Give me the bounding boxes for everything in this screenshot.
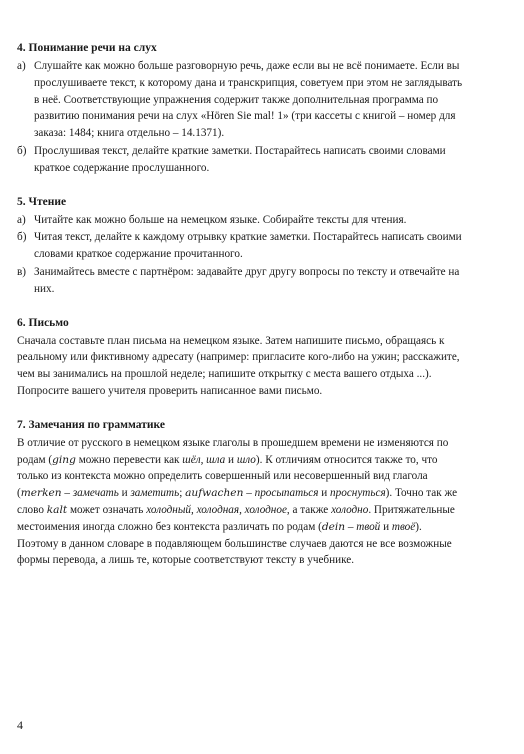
list-item [17,229,464,263]
text-run: В отличие от русского в немецком языке глаголы в прошедшем времени не изменяются по родам ( [17,436,449,466]
list-marker: а) [17,213,26,226]
translation-word: заметить [130,487,180,500]
text-run: и [225,453,237,466]
text-run: можно перевести как [75,453,183,466]
list-item-text: Читайте как можно больше на немецком языке. Собирайте тексты для чтения. [34,213,407,226]
text-run: ). Поэтому в данном словаре в подавляющем большинстве случаев даются не все возможные формы перевода, а лишь те, которые соответствуют тексту в учебнике. [17,520,452,567]
list-marker: б) [17,231,27,244]
section-title-reading: 5. Чтение [17,195,67,208]
list-item [17,143,464,177]
section-title-grammar: 7. Замечания по грамматике [17,418,165,431]
text-run: и [380,520,392,533]
list-item-text: Читая текст, делайте к каждому отрывку краткие заметки. Постарайтесь написать своими словами краткое содержание прочитанного. [34,231,462,261]
text-run: ). Точно так же слово [17,487,458,516]
translation-word: проснуться [330,487,386,500]
list-marker: б) [17,144,27,157]
text-run: может означать [67,503,147,516]
german-word: ging [52,453,76,466]
translation-word: просыпаться [254,487,319,500]
text-run: и [118,487,131,500]
list-item-text: Прослушивая текст, делайте краткие заметки. Постарайтесь написать своими словами краткое содержание прослушанного. [34,144,446,174]
text-run: . Притяжательные местоимения иногда сложно без контекста различать по родам ( [17,503,455,533]
list-item [17,264,464,298]
translation-word: твоё [391,520,416,533]
text-run: и [318,487,331,500]
section-grammar [17,417,464,569]
section-title-listening: 4. Понимание речи на слух [17,42,157,54]
section-writing [17,315,464,400]
text-run: ; [179,487,186,500]
translation-word: шло [236,453,256,466]
paragraph-grammar [17,435,464,569]
list-item-text: Занимайтесь вместе с партнёром: задавайте друг другу вопросы по тексту и отвечайте на них. [34,265,460,295]
text-run: ). К отличиям относится также то, что только из контекста можно определить совершенный или несовершенный вид глагола ( [17,453,438,500]
list-item [17,212,464,229]
list-item [17,58,464,142]
translation-word: твой [356,520,381,533]
text-run: , а также [286,503,332,516]
translation-word: холодно [331,503,369,516]
section-reading [17,194,464,298]
text-run: – [61,487,73,500]
translation-word: холодный, холодная, холодное [146,503,287,516]
list-item-text: Слушайте как можно больше разговорную речь, даже если вы не всё понимаете. Если вы прослушиваете текст, к которому дана и транскрипция, советуем при этом не заглядывать в неё. Соответствующие упражнения содержит также дополнительная программа по развитию понимания речи на слух «Hören Sie mal! 1» (три кассеты с книгой – номер для заказа: 1484; книга отдельно – 14.1371). [34,60,463,140]
text-run: – [243,487,255,500]
page-number: 4 [17,718,23,732]
translation-word: замечать [72,487,119,500]
section-listening [17,40,464,177]
document-page [17,40,464,586]
paragraph-text: Сначала составьте план письма на немецком языке. Затем напишите письмо, обращаясь к реальному или фиктивному адресату (например: пригласите кого-либо на ужин; расскажите, чем вы занимались на прошлой неделе; напишите открытку с места вашего отдыха ...). Попросите вашего учителя проверить написанное вами письмо. [17,334,460,397]
german-word: merken [20,487,62,500]
list-marker: в) [17,265,27,278]
german-word: kalt [46,503,68,516]
german-word: dein [321,520,346,533]
list-marker: а) [17,60,26,72]
text-run: – [345,520,357,533]
translation-word: шёл, шла [182,453,226,466]
german-word: aufwachen [185,487,244,500]
paragraph-writing [17,333,464,400]
section-title-writing: 6. Письмо [17,316,69,329]
